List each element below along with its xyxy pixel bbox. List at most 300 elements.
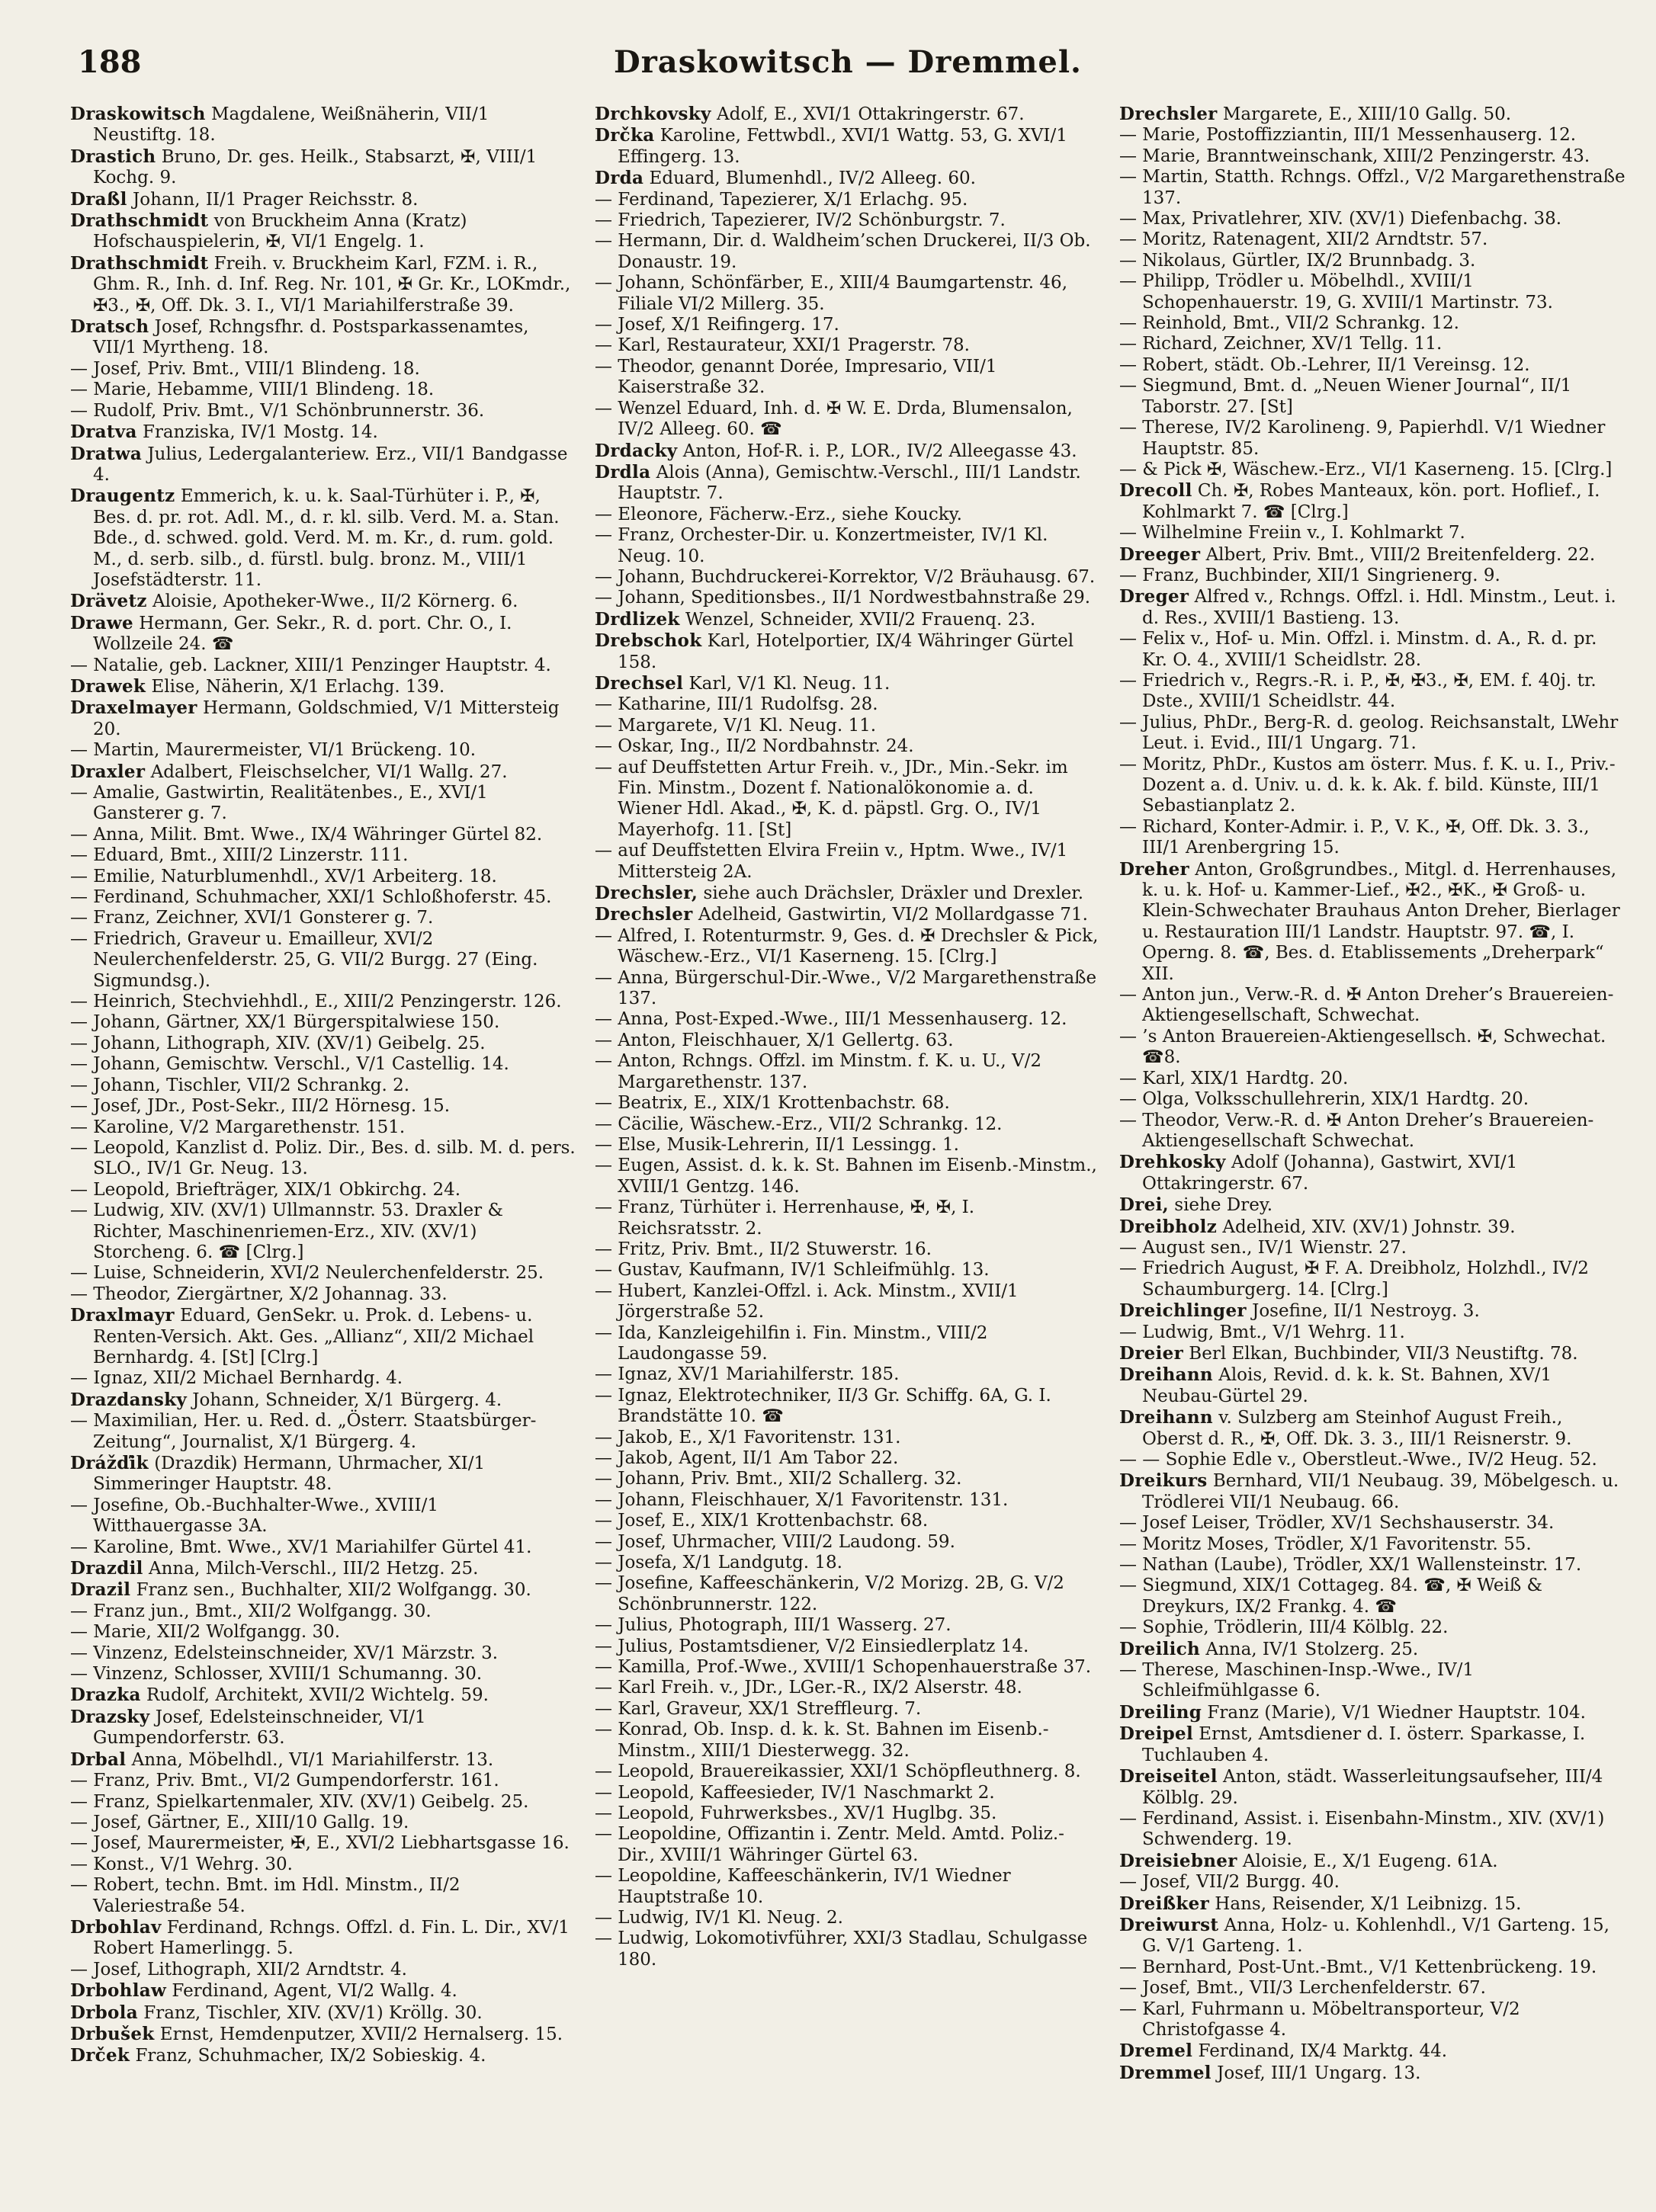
entry-details: — Leopold, Briefträger, XIX/1 Obkirchg. 24. [70, 1179, 461, 1200]
directory-entry [595, 904, 1101, 925]
entry-details: — Johann, Gemischtw. Verschl., V/1 Castellig. 14. [70, 1054, 509, 1075]
entry-details: — Franz, Orchester-Dir. u. Konzertmeister, IV/1 Kl. Neug. 10. [595, 525, 1048, 566]
entry-details: — Kamilla, Prof.-Wwe., XVIII/1 Schopenhauerstraße 37. [595, 1657, 1092, 1678]
directory-entry [70, 104, 576, 146]
entry-surname: Drček [70, 2045, 130, 2066]
entry-details: — Johann, Gärtner, XX/1 Bürgerspitalwiese 150. [70, 1012, 500, 1033]
entry-details: — Nathan (Laube), Trödler, XX/1 Wallensteinstr. 17. [1119, 1555, 1582, 1576]
directory-entry [70, 1284, 576, 1305]
directory-entry [70, 380, 576, 400]
entry-surname: Drdlizek [595, 608, 680, 630]
entry-surname: Dreikurs [1119, 1470, 1208, 1492]
entry-details: — Franz, Priv. Bmt., VI/2 Gumpendorferstr. 161. [70, 1771, 499, 1791]
directory-entry [70, 401, 576, 422]
entry-surname: Draugentz [70, 486, 175, 507]
directory-entry [595, 1678, 1101, 1698]
directory-entry [70, 1117, 576, 1138]
entry-details: — Franz, Buchbinder, XII/1 Singrienerg. 9. [1119, 565, 1500, 585]
entry-surname: Dreichlinger [1119, 1300, 1247, 1322]
entry-details: — Ludwig, XIV. (XV/1) Ullmannstr. 53. Draxler & Richter, Maschinenriemen-Erz., XIV. (XV/1) Storcheng. 6. ☎ [Clrg.] [70, 1201, 503, 1262]
entry-details: Anna, Milch-Verschl., III/2 Hetzg. 25. [143, 1559, 479, 1579]
entry-details: — Ida, Kanzleigehilfin i. Fin. Minstm., VIII/2 Laudongasse 59. [595, 1322, 988, 1364]
entry-details: — Wilhelmine Freiin v., I. Kohlmarkt 7. [1119, 523, 1465, 543]
entry-details: — Ignaz, XII/2 Michael Bernhardg. 4. [70, 1368, 403, 1389]
entry-details: — Anna, Post-Exped.-Wwe., III/1 Messenhauserg. 12. [595, 1009, 1067, 1030]
entry-details: — Josefine, Ob.-Buchhalter-Wwe., XVIII/1 Witthauergasse 3A. [70, 1495, 438, 1537]
entry-surname: Drehkosky [1119, 1152, 1226, 1173]
directory-entry [70, 825, 576, 845]
entry-surname: Drathschmidt [70, 252, 209, 274]
entry-details: Anna, IV/1 Stolzerg. 25. [1200, 1639, 1419, 1659]
directory-entry [1119, 1766, 1626, 1809]
entry-details: Josef, Edelsteinschneider, VI/1 Gumpendorferstr. 63. [93, 1707, 426, 1749]
entry-surname: Drda [595, 168, 644, 189]
directory-column-3 [1119, 104, 1626, 2084]
entry-details: Aloisie, E., X/1 Eugeng. 61A. [1237, 1851, 1498, 1871]
entry-surname: Draßl [70, 188, 127, 210]
directory-entry [1119, 1089, 1626, 1110]
directory-entry [595, 1281, 1101, 1323]
entry-details: — Luise, Schneiderin, XVI/2 Neulerchenfelderstr. 25. [70, 1263, 544, 1284]
entry-details: — Ludwig, Bmt., V/1 Wehrg. 11. [1119, 1322, 1405, 1342]
entry-details: — Nikolaus, Gürtler, IX/2 Brunnbadg. 3. [1119, 250, 1476, 271]
directory-entry [1119, 1534, 1626, 1555]
entry-surname: Drbohlav [70, 1916, 162, 1938]
entry-details: — Franz, Spielkartenmaler, XIV. (XV/1) Geibelg. 25. [70, 1791, 529, 1812]
directory-entry [70, 1980, 576, 2002]
directory-entry [595, 525, 1101, 567]
entry-details: — Karl, Restaurateur, XXI/1 Pragerstr. 78. [595, 335, 970, 356]
entry-surname: Drechsel [595, 672, 684, 694]
directory-entry [70, 2024, 576, 2045]
entry-details: Ferdinand, IX/4 Marktg. 44. [1192, 2041, 1448, 2062]
entry-surname: Drbušek [70, 2023, 155, 2044]
directory-entry [595, 1824, 1101, 1866]
entry-details: Karl, V/1 Kl. Neug. 11. [683, 673, 891, 694]
directory-entry [595, 190, 1101, 210]
directory-entry [1119, 523, 1626, 543]
entry-details: — Eduard, Bmt., XIII/2 Linzerstr. 111. [70, 845, 409, 866]
directory-columns [70, 104, 1626, 2084]
entry-details: — Marie, Branntweinschank, XIII/2 Penzingerstr. 43. [1119, 146, 1590, 166]
directory-entry [595, 399, 1101, 441]
entry-details: Aloisie, Apotheker-Wwe., II/2 Körnerg. 6. [146, 591, 518, 612]
page-header [70, 44, 1626, 98]
directory-entry [595, 1156, 1101, 1197]
entry-details: v. Sulzberg am Steinhof August Freih., Oberst d. R., ✠, Off. Dk. 3. 3., III/1 Reisnerstr. 9. [1142, 1408, 1572, 1449]
entry-details: — Konst., V/1 Wehrg. 30. [70, 1854, 293, 1874]
directory-entry [1119, 1152, 1626, 1194]
entry-details: — Franz, Türhüter i. Herrenhause, ✠, ✠, I. Reichsratsstr. 2. [595, 1197, 975, 1239]
entry-details: — Josef, Gärtner, E., XIII/10 Gallg. 19. [70, 1812, 409, 1832]
entry-surname: Drazdil [70, 1558, 143, 1579]
entry-details: Adolf, E., XVI/1 Ottakringerstr. 67. [711, 104, 1025, 124]
directory-entry [1119, 313, 1626, 334]
directory-entry [1119, 859, 1626, 985]
entry-details: — Karl, Graveur, XX/1 Streffleurg. 7. [595, 1698, 922, 1719]
entry-details: — Sophie, Trödlerin, III/4 Kölblg. 22. [1119, 1617, 1449, 1638]
entry-details: — Marie, XII/2 Wolfgangg. 30. [70, 1622, 341, 1643]
entry-surname: Dreger [1119, 586, 1189, 607]
entry-details: — Leopold, Kaffeesieder, IV/1 Naschmarkt 2. [595, 1782, 995, 1803]
entry-details: — Theodor, genannt Dorée, Impresario, VII/1 Kaiserstraße 32. [595, 356, 997, 398]
entry-details: — Ludwig, IV/1 Kl. Neug. 2. [595, 1907, 843, 1928]
entry-surname: Dratsch [70, 316, 149, 338]
directory-entry [1119, 817, 1626, 859]
directory-entry [1119, 146, 1626, 167]
entry-surname: Drechsler, [595, 883, 698, 904]
directory-entry [1119, 1450, 1626, 1470]
entry-details: Adalbert, Fleischselcher, VI/1 Wallg. 27. [145, 761, 508, 782]
entry-details: — Natalie, geb. Lackner, XIII/1 Penzinger Hauptstr. 4. [70, 655, 551, 675]
entry-details: — Anna, Bürgerschul-Dir.-Wwe., V/2 Margarethenstraße 137. [595, 967, 1097, 1009]
directory-entry [595, 168, 1101, 189]
entry-details: — Josefine, Kaffeeschänkerin, V/2 Morizg. 2B, G. V/2 Schönbrunnerstr. 122. [595, 1573, 1064, 1614]
entry-details: — Richard, Zeichner, XV/1 Tellg. 11. [1119, 334, 1443, 354]
directory-entry [1119, 1322, 1626, 1343]
entry-details: Franz, Schuhmacher, IX/2 Sobieskig. 4. [130, 2046, 486, 2066]
entry-surname: Dratwa [70, 443, 143, 464]
directory-entry [1119, 1069, 1626, 1089]
entry-details: — Julius, Photograph, III/1 Wasserg. 27. [595, 1615, 952, 1636]
entry-details: Ernst, Amtsdiener d. I. österr. Sparkasse, I. Tuchlauben 4. [1142, 1724, 1586, 1765]
directory-entry [595, 1386, 1101, 1428]
entry-details: Eduard, GenSekr. u. Prok. d. Lebens- u. Renten-Versich. Akt. Ges. „Allianz“, XII/2 Michael Bernhardg. 4. [St] [Clrg.] [93, 1306, 534, 1367]
directory-entry [1119, 1915, 1626, 1957]
entry-details: — Wenzel Eduard, Inh. d. ✠ W. E. Drda, Blumensalon, IV/2 Alleeg. 60. ☎ [595, 398, 1073, 440]
entry-details: — Maximilian, Her. u. Red. d. „Österr. Staatsbürger-Zeitung“, Journalist, X/1 Bürgerg. 4. [70, 1411, 537, 1452]
directory-entry [70, 1855, 576, 1875]
entry-details: Karl, Hotelportier, IX/4 Währinger Gürtel 158. [618, 631, 1074, 672]
entry-details: — Therese, IV/2 Karolineng. 9, Papierhdl. V/1 Wiedner Hauptstr. 85. [1119, 418, 1606, 459]
directory-entry [1119, 1617, 1626, 1638]
directory-entry [595, 1239, 1101, 1260]
entry-details: — Johann, Tischler, VII/2 Schrankg. 2. [70, 1075, 410, 1095]
directory-entry [70, 1496, 576, 1537]
entry-surname: Drbal [70, 1749, 127, 1770]
entry-details: — Franz, Zeichner, XVI/1 Gonsterer g. 7. [70, 908, 434, 928]
directory-entry [595, 1469, 1101, 1489]
entry-details: — Johann, Lithograph, XIV. (XV/1) Geibelg. 25. [70, 1033, 486, 1053]
directory-entry [70, 1749, 576, 1771]
directory-entry [595, 357, 1101, 399]
directory-entry [70, 1138, 576, 1180]
entry-surname: Dratva [70, 422, 137, 443]
entry-details: — Alfred, I. Rotenturmstr. 9, Ges. d. ✠ Drechsler & Pick, Wäschew.-Erz., VI/1 Kaserneng. 15. [Clrg.] [595, 925, 1099, 967]
entry-details: Adolf (Johanna), Gastwirt, XVI/1 Ottakringerstr. 67. [1142, 1152, 1518, 1194]
entry-details: Julius, Ledergalanteriew. Erz., VII/1 Bandgasse 4. [93, 444, 568, 485]
directory-entry [1119, 1194, 1626, 1216]
entry-surname: Drebschok [595, 630, 702, 652]
entry-surname: Drathschmidt [70, 210, 209, 232]
entry-details: — Leopold, Kanzlist d. Poliz. Dir., Bes. d. silb. M. d. pers. SLO., IV/1 Gr. Neug. 13. [70, 1137, 576, 1179]
entry-details: — Marie, Hebamme, VIII/1 Blindeng. 18. [70, 380, 435, 400]
entry-details: Josef, Rchngsfhr. d. Postsparkassenamtes, VII/1 Myrtheng. 18. [93, 317, 529, 358]
directory-entry [595, 1699, 1101, 1720]
directory-column-1 [70, 104, 576, 2084]
directory-entry [595, 609, 1101, 630]
entry-details: — Johann, Buchdruckerei-Korrektor, V/2 Bräuhausg. 67. [595, 566, 1096, 587]
entry-details: — Friedrich v., Regrs.-R. i. P., ✠, ✠3., ✠, EM. f. 40j. tr. Dste., XVIII/1 Scheidlstr. 44. [1119, 670, 1597, 712]
directory-entry [70, 1771, 576, 1791]
entry-details: — Ignaz, XV/1 Mariahilferstr. 185. [595, 1364, 900, 1385]
entry-details: — Vinzenz, Edelsteinschneider, XV/1 Märzstr. 3. [70, 1643, 499, 1663]
entry-details: — Theodor, Ziergärtner, X/2 Johannag. 33. [70, 1284, 448, 1304]
entry-details: von Bruckheim Anna (Kratz) Hofschauspielerin, ✠, VI/1 Engelg. 1. [93, 211, 467, 252]
entry-details: Anton, Hof-R. i. P., LOR., IV/2 Alleegasse 43. [677, 441, 1077, 461]
entry-surname: Dreißker [1119, 1893, 1209, 1914]
entry-details: — Else, Musik-Lehrerin, II/1 Lessingg. 1. [595, 1134, 959, 1155]
entry-details: — Anton jun., Verw.-R. d. ✠ Anton Dreher’s Brauereien-Aktiengesellschaft, Schwechat. [1119, 985, 1614, 1026]
directory-entry [1119, 1238, 1626, 1258]
directory-entry [1119, 1957, 1626, 1978]
directory-entry [595, 1532, 1101, 1553]
directory-entry [1119, 566, 1626, 586]
directory-entry [595, 630, 1101, 673]
entry-details: — Theodor, Verw.-R. d. ✠ Anton Dreher’s Brauereien-Aktiengesellschaft Schwechat. [1119, 1110, 1594, 1151]
entry-details: — — Sophie Edle v., Oberstleut.-Wwe., IV/2 Heug. 52. [1119, 1450, 1597, 1470]
entry-details: — Johann, Fleischhauer, X/1 Favoritenstr. 131. [595, 1489, 1009, 1510]
directory-entry [595, 1720, 1101, 1762]
entry-details: — Josef, Uhrmacher, VIII/2 Laudong. 59. [595, 1531, 955, 1552]
directory-entry [70, 2045, 576, 2066]
entry-details: — Ludwig, Lokomotivführer, XXI/3 Stadlau, Schulgasse 180. [595, 1928, 1088, 1970]
directory-entry [1119, 418, 1626, 460]
entry-details: — Josef, Bmt., VII/3 Lerchenfelderstr. 67. [1119, 1978, 1486, 1999]
directory-entry [1119, 1364, 1626, 1407]
directory-entry [595, 1490, 1101, 1511]
directory-entry [595, 567, 1101, 588]
entry-details: — Jakob, E., X/1 Favoritenstr. 131. [595, 1427, 901, 1447]
entry-details: Bruno, Dr. ges. Heilk., Stabsarzt, ✠, VIII/1 Kochg. 9. [93, 146, 538, 188]
directory-entry [70, 1201, 576, 1263]
entry-details: — Jakob, Agent, II/1 Am Tabor 22. [595, 1448, 899, 1468]
directory-entry [70, 444, 576, 486]
directory-entry [1119, 1702, 1626, 1723]
entry-details: Adelheid, Gastwirtin, VI/2 Mollardgasse 71. [692, 905, 1088, 925]
directory-entry [595, 1866, 1101, 1908]
entry-surname: Drchkovsky [595, 104, 711, 124]
entry-details: Johann, II/1 Prager Reichsstr. 8. [127, 189, 419, 210]
directory-entry [70, 1537, 576, 1558]
directory-entry [70, 1792, 576, 1813]
entry-details: — Josef, VII/2 Burgg. 40. [1119, 1872, 1340, 1893]
entry-details: Albert, Priv. Bmt., VIII/2 Breitenfelderg. 22. [1200, 544, 1596, 565]
entry-details: — Max, Privatlehrer, XIV. (XV/1) Diefenbachg. 38. [1119, 209, 1562, 229]
entry-surname: Drážďik [70, 1453, 149, 1473]
entry-details: Hans, Reisender, X/1 Leibnizg. 15. [1209, 1893, 1522, 1914]
entry-details: Emmerich, k. u. k. Saal-Türhüter i. P., ✠, Bes. d. pr. rot. Adl. M., d. r. kl. silb. Verd. M. a. Stan. Bde., d. schwed. gold. Verd. M. m. Kr., d. rum. gold. M., d. serb. silb., d. fürstl. bulg. bronz. M., VIII/1 Josefstädterstr. 11. [93, 486, 560, 590]
entry-surname: Dreiwurst [1119, 1914, 1219, 1935]
entry-surname: Dremel [1119, 2040, 1193, 2062]
entry-details: — Julius, Postamtsdiener, V/2 Einsiedlerplatz 14. [595, 1636, 1029, 1656]
directory-entry [595, 673, 1101, 694]
directory-entry [1119, 629, 1626, 671]
entry-details: — Karoline, Bmt. Wwe., XV/1 Mariahilfer Gürtel 41. [70, 1537, 532, 1557]
entry-surname: Draxler [70, 761, 146, 782]
entry-details: Johann, Schneider, X/1 Bürgerg. 4. [186, 1390, 502, 1410]
directory-entry [1119, 1027, 1626, 1069]
entry-details: Anton, Großgrundbes., Mitgl. d. Herrenhauses, k. u. k. Hof- u. Kammer-Lief., ✠2., ✠K., ✠ Groß- u. Klein-Schwechater Brauhaus Anton Dreher, Bierlager u. Restauration III/1 Landstr. Hauptstr. 97. ☎, I. Operng. 8. ☎, Bes. d. Etablissements „Dreherpark“ XII. [1142, 859, 1620, 984]
directory-entry [1119, 1555, 1626, 1576]
directory-entry [70, 929, 576, 992]
entry-details: — Josef, JDr., Post-Sekr., III/2 Hörnesg. 15. [70, 1096, 451, 1117]
entry-surname: Draxlmayr [70, 1305, 175, 1326]
directory-entry [595, 758, 1101, 842]
entry-details: — Martin, Maurermeister, VI/1 Brückeng. 10. [70, 740, 477, 761]
directory-entry [70, 2002, 576, 2024]
directory-entry [1119, 1893, 1626, 1915]
entry-details: Bernhard, VII/1 Neubaug. 39, Möbelgesch. u. Trödlerei VII/1 Neubaug. 66. [1142, 1471, 1619, 1512]
entry-surname: Dreilich [1119, 1638, 1201, 1659]
directory-entry [1119, 1300, 1626, 1322]
directory-entry [1119, 1258, 1626, 1300]
entry-details: — Johann, Priv. Bmt., XII/2 Schallerg. 32. [595, 1469, 962, 1489]
entry-details: (Drazdik) Hermann, Uhrmacher, XI/1 Simmeringer Hauptstr. 48. [93, 1454, 486, 1495]
entry-details: — Reinhold, Bmt., VII/2 Schrankg. 12. [1119, 313, 1459, 334]
entry-details: — Bernhard, Post-Unt.-Bmt., V/1 Kettenbrückeng. 19. [1119, 1957, 1597, 1977]
entry-details: — Hubert, Kanzlei-Offzl. i. Ack. Minstm., XVII/1 Jörgerstraße 52. [595, 1281, 1019, 1322]
directory-entry [595, 1573, 1101, 1615]
directory-entry [1119, 251, 1626, 271]
entry-surname: Drastich [70, 146, 156, 167]
entry-surname: Drechsler [1119, 104, 1218, 124]
entry-details: Freih. v. Bruckheim Karl, FZM. i. R., Ghm. R., Inh. d. Inf. Reg. Nr. 101, ✠ Gr. Kr., LOKmdr., ✠3., ✠, Off. Dk. 3. I., VI/1 Mariahilferstraße 39. [93, 253, 571, 316]
entry-details: — Siegmund, XIX/1 Cottageg. 84. ☎, ✠ Weiß & Dreykurs, IX/2 Frankg. 4. ☎ [1119, 1576, 1543, 1617]
entry-details: — Johann, Schönfärber, E., XIII/4 Baumgartenstr. 46, Filiale VI/2 Millerg. 35. [595, 273, 1068, 314]
entry-surname: Drbohlaw [70, 1980, 167, 2002]
entry-details: — Robert, städt. Ob.-Lehrer, II/1 Vereinsg. 12. [1119, 354, 1530, 375]
directory-entry [70, 1453, 576, 1496]
entry-details: Rudolf, Architekt, XVII/2 Wichtelg. 59. [140, 1685, 489, 1706]
directory-entry [70, 1180, 576, 1201]
directory-entry [1119, 586, 1626, 629]
entry-details: Ch. ✠, Robes Manteaux, kön. port. Hoflief., I. Kohlmarkt 7. ☎ [Clrg.] [1142, 481, 1600, 522]
entry-surname: Dreher [1119, 858, 1189, 880]
entry-surname: Drei, [1119, 1194, 1169, 1216]
directory-entry [70, 1076, 576, 1096]
directory-entry [70, 1833, 576, 1854]
entry-details: — Josef, Maurermeister, ✠, E., XVI/2 Liebhartsgasse 16. [70, 1833, 570, 1854]
entry-details: — Anna, Milit. Bmt. Wwe., IX/4 Währinger Gürtel 82. [70, 824, 543, 845]
entry-surname: Drawek [70, 675, 146, 697]
directory-entry [1119, 1513, 1626, 1534]
directory-entry [1119, 544, 1626, 566]
directory-entry [70, 867, 576, 887]
directory-entry [70, 1390, 576, 1411]
entry-details: Anna, Möbelhdl., VI/1 Mariahilferstr. 13. [126, 1749, 494, 1770]
directory-entry [595, 1031, 1101, 1051]
directory-entry [70, 783, 576, 825]
directory-entry [70, 1368, 576, 1389]
entry-details: Magdalene, Weißnäherin, VII/1 Neustiftg. 18. [93, 104, 489, 146]
directory-entry [70, 992, 576, 1012]
directory-entry [70, 1707, 576, 1749]
entry-surname: Dreihann [1119, 1364, 1213, 1386]
entry-details: Margarete, E., XIII/10 Gallg. 50. [1217, 104, 1512, 124]
entry-details: — Eugen, Assist. d. k. k. St. Bahnen im Eisenb.-Minstm., XVIII/1 Gentzg. 146. [595, 1156, 1097, 1197]
entry-details: — Leopoldine, Offizantin i. Zentr. Meld. Amtd. Poliz.-Dir., XVIII/1 Währinger Gürtel 63. [595, 1824, 1064, 1865]
entry-details: — Karoline, V/2 Margarethenstr. 151. [70, 1117, 406, 1137]
entry-details: — Ignaz, Elektrotechniker, II/3 Gr. Schiffg. 6A, G. I. Brandstätte 10. ☎ [595, 1385, 1051, 1427]
directory-entry [595, 462, 1101, 505]
entry-details: Josefine, II/1 Nestroyg. 3. [1246, 1301, 1480, 1322]
directory-entry [70, 1664, 576, 1685]
directory-entry [595, 1553, 1101, 1573]
directory-entry [595, 736, 1101, 757]
directory-entry [595, 335, 1101, 356]
entry-surname: Draskowitsch [70, 104, 206, 124]
entry-details: — Cäcilie, Wäschew.-Erz., VII/2 Schrankg. 12. [595, 1114, 1003, 1134]
entry-details: siehe Drey. [1168, 1195, 1273, 1216]
entry-surname: Drävetz [70, 591, 147, 612]
directory-entry [1119, 1809, 1626, 1851]
entry-details: — Karl, Fuhrmann u. Möbeltransporteur, V/2 Christofgasse 4. [1119, 1999, 1520, 2040]
entry-details: — Josef, E., XIX/1 Krottenbachstr. 68. [595, 1511, 929, 1531]
entry-details: — Johann, Speditionsbes., II/1 Nordwestbahnstraße 29. [595, 588, 1091, 608]
directory-entry [70, 740, 576, 761]
entry-surname: Dreier [1119, 1342, 1183, 1364]
entry-details: — Therese, Maschinen-Insp.-Wwe., IV/1 Schleifmühlgasse 6. [1119, 1660, 1475, 1701]
entry-surname: Drdacky [595, 440, 678, 461]
entry-details: — Amalie, Gastwirtin, Realitätenbes., E., XVI/1 Gansterer g. 7. [70, 783, 488, 824]
directory-entry [70, 189, 576, 210]
entry-details: Adelheid, XIV. (XV/1) Johnstr. 39. [1217, 1217, 1516, 1237]
entry-details: Ernst, Hemdenputzer, XVII/2 Hernalserg. 15. [154, 2024, 563, 2044]
directory-entry [1119, 480, 1626, 523]
directory-entry [70, 845, 576, 866]
entry-details: Hermann, Goldschmied, V/1 Mittersteig 20. [93, 698, 560, 739]
directory-entry [70, 1601, 576, 1622]
entry-surname: Drbola [70, 2002, 138, 2023]
entry-details: — Friedrich, Graveur u. Emailleur, XVI/2 Neulerchenfelderstr. 25, G. VII/2 Burgg. 27 (Eing. Sigmundsg.). [70, 928, 538, 991]
entry-details: — auf Deuffstetten Artur Freih. v., JDr., Min.-Sekr. im Fin. Minstm., Dozent f. Nationalökonomie a. d. Wiener Hdl. Akad., ✠, K. d. päpstl. Grg. O., IV/1 Mayerhofg. 11. [St] [595, 757, 1068, 840]
page-number: 188 [78, 44, 142, 80]
directory-entry [595, 1051, 1101, 1093]
entry-details: — Hermann, Dir. d. Waldheim’schen Druckerei, II/3 Ob. Donaustr. 19. [595, 231, 1091, 272]
directory-entry [70, 1960, 576, 1980]
directory-entry [1119, 2040, 1626, 2062]
entry-details: — Leopold, Fuhrwerksbes., XV/1 Huglbg. 35. [595, 1803, 997, 1823]
directory-entry [70, 1096, 576, 1117]
directory-entry [1119, 1111, 1626, 1152]
directory-entry [595, 1783, 1101, 1803]
directory-entry [70, 1643, 576, 1664]
directory-entry [595, 716, 1101, 736]
directory-entry [70, 359, 576, 380]
entry-details: Ferdinand, Agent, VI/2 Wallg. 4. [166, 1981, 457, 2002]
directory-entry [1119, 460, 1626, 480]
directory-entry [70, 908, 576, 928]
directory-entry [595, 1803, 1101, 1824]
directory-entry [1119, 125, 1626, 146]
entry-details: — Vinzenz, Schlosser, XVIII/1 Schumanng. 30. [70, 1664, 483, 1685]
entry-details: — Eleonore, Fächerw.-Erz., siehe Koucky. [595, 504, 962, 524]
directory-entry [595, 926, 1101, 968]
entry-details: Anna, Holz- u. Kohlenhdl., V/1 Garteng. 15, G. V/1 Garteng. 1. [1142, 1915, 1609, 1957]
entry-details: siehe auch Drächsler, Dräxler und Drexler. [698, 883, 1084, 904]
entry-surname: Drawe [70, 612, 133, 633]
entry-surname: Dreeger [1119, 543, 1201, 565]
directory-entry [595, 1928, 1101, 1970]
directory-entry [1119, 104, 1626, 125]
entry-surname: Draxelmayer [70, 697, 197, 719]
entry-details: — Olga, Volksschullehrerin, XIX/1 Hardtg. 20. [1119, 1089, 1529, 1110]
directory-entry [70, 613, 576, 656]
directory-entry [70, 1558, 576, 1579]
directory-entry [595, 1908, 1101, 1928]
directory-entry [595, 273, 1101, 315]
